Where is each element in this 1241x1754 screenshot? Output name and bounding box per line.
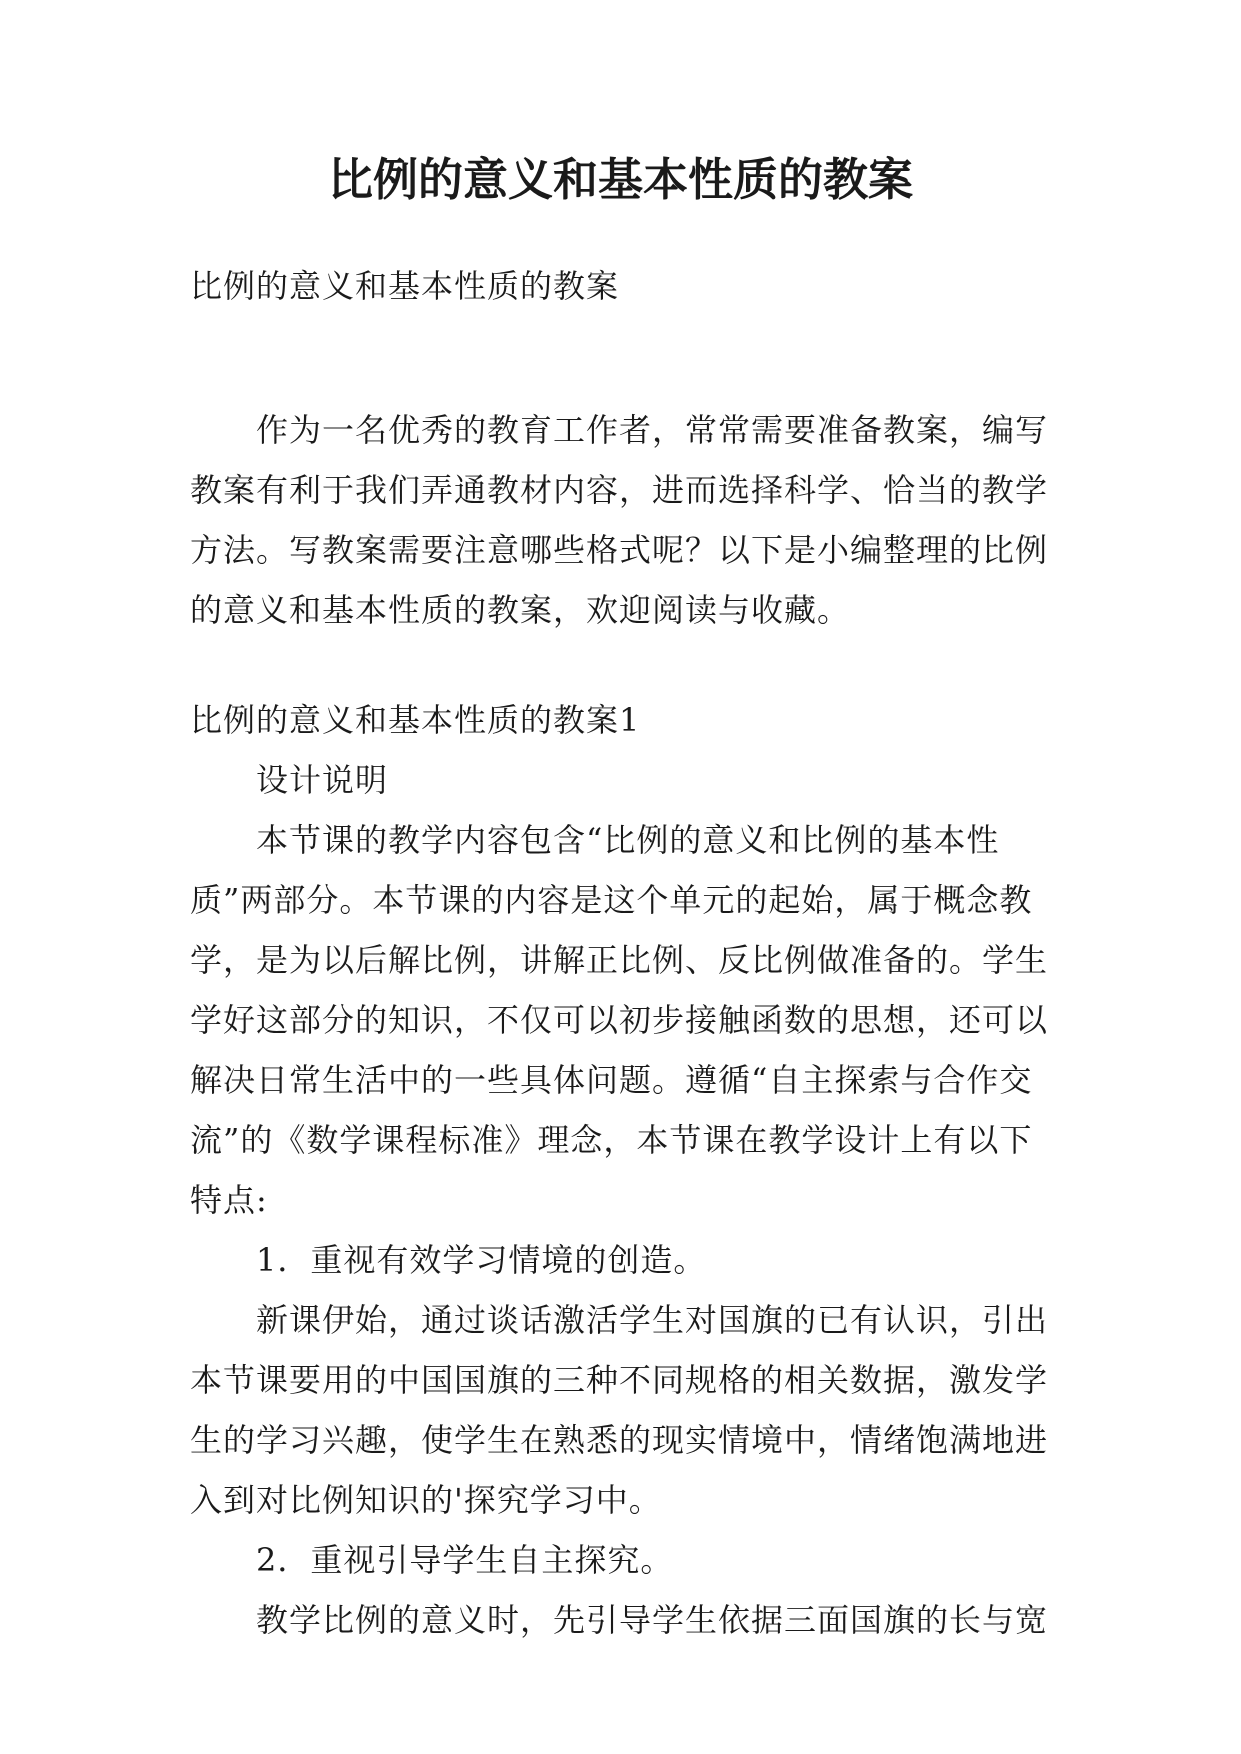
intro-paragraph: 作为一名优秀的教育工作者，常常需要准备教案，编写教案有利于我们弄通教材内容，进而选择科学、恰当的教学方法。写教案需要注意哪些格式呢？以下是小编整理的比例的意义和基本性质的教案，欢迎阅读与收藏。: [190, 411, 1049, 629]
section-heading: 比例的意义和基本性质的教案1: [190, 701, 641, 739]
section-sub-heading: 设计说明: [256, 761, 389, 799]
paragraph: 新课伊始，通过谈话激活学生对国旗的已有认识，引出本节课要用的中国国旗的三种不同规格的相关数据，激发学生的学习兴趣，使学生在熟悉的现实情境中，情绪饱满地进入到对比例知识的'探究学习中。: [190, 1301, 1049, 1519]
paragraph: 教学比例的意义时，先引导学生依据三面国旗的长与宽: [256, 1601, 1049, 1639]
document-subtitle: 比例的意义和基本性质的教案: [190, 267, 620, 305]
list-item-heading: 2．重视引导学生自主探究。: [256, 1541, 674, 1579]
document-title: 比例的意义和基本性质的教案: [327, 153, 913, 206]
paragraph: 本节课的教学内容包含“比例的意义和比例的基本性质”两部分。本节课的内容是这个单元的起始，属于概念教学，是为以后解比例，讲解正比例、反比例做准备的。学生学好这部分的知识，不仅可以初步接触函数的思想，还可以解决日常生活中的一些具体问题。遵循“自主探索与合作交流”的《数学课程标准》理念，本节课在教学设计上有以下特点:: [190, 821, 1049, 1219]
list-item-heading: 1．重视有效学习情境的创造。: [256, 1241, 707, 1279]
lesson-section: [190, 690, 1055, 1650]
